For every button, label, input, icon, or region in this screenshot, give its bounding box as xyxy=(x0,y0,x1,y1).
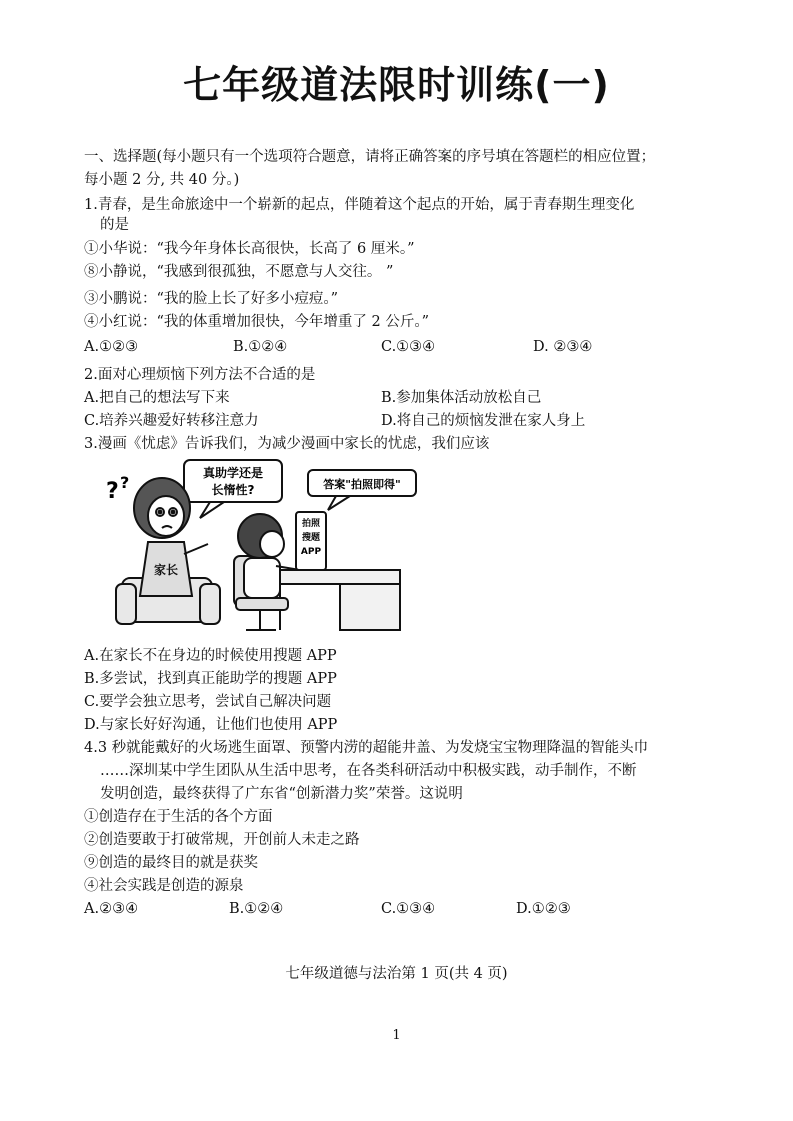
q2-option-b: B.参加集体活动放松自己 xyxy=(381,390,542,406)
question-mark-icon: ? xyxy=(106,479,119,504)
q4-stem-line2: ……深圳某中学生团队从生活中思考，在各类科研活动中积极实践，动手制作，不断 xyxy=(100,763,637,779)
svg-text:答案"拍照即得": 答案"拍照即得" xyxy=(323,478,401,491)
q2-option-c: C.培养兴趣爱好转移注意力 xyxy=(84,413,259,429)
q1-item-2: ⑧小静说，“我感到很孤独，不愿意与人交往。 ” xyxy=(84,264,394,280)
q3-option-d: D.与家长好好沟通，让他们也使用 APP xyxy=(84,717,338,733)
q4-item-1: ①创造存在于生活的各个方面 xyxy=(84,809,273,825)
q1-option-a: A.①②③ xyxy=(84,339,139,355)
q1-stem-line2: 的是 xyxy=(100,217,129,233)
speech-bubble-question xyxy=(184,460,282,518)
q3-option-a: A.在家长不在身边的时候使用搜题 APP xyxy=(84,648,337,664)
q3-option-c: C.要学会独立思考，尝试自己解决问题 xyxy=(84,694,332,710)
section-instruction-line1: 一、选择题(每小题只有一个选项符合题意，请将正确答案的序号填在答题栏的相应位置； xyxy=(84,149,656,165)
question-mark-icon: ? xyxy=(120,473,130,492)
search-app-screen xyxy=(296,512,326,570)
q1-item-3: ③小鹏说：“我的脸上长了好多小痘痘。” xyxy=(84,291,339,307)
q4-option-d: D.①②③ xyxy=(516,901,571,917)
speech-bubble-answer xyxy=(308,470,416,510)
svg-text:搜题: 搜题 xyxy=(301,533,321,543)
q2-stem: 2.面对心理烦恼下列方法不合适的是 xyxy=(84,367,316,383)
q4-stem-line1: 4.3 秒就能戴好的火场逃生面罩、预警内涝的超能井盖、为发烧宝宝物理降温的智能头巾 xyxy=(84,740,649,756)
q1-item-1: ①小华说：“我今年身体长高很快，长高了 6 厘米。” xyxy=(84,241,415,257)
page-footer-caption: 七年级道德与法治第 1 页(共 4 页) xyxy=(285,966,508,982)
svg-text:APP: APP xyxy=(300,547,322,557)
q4-item-4: ④社会实践是创造的源泉 xyxy=(84,878,244,894)
desk xyxy=(272,570,400,630)
q1-stem-line1: 1.青春，是生命旅途中一个崭新的起点，伴随着这个起点的开始，属于青春期生理变化 xyxy=(84,197,635,213)
q1-item-4: ④小红说：“我的体重增加很快，今年增重了 2 公斤。” xyxy=(84,314,430,330)
svg-text:长惰性?: 长惰性? xyxy=(211,483,255,497)
page-title: 七年级道法限时训练(一) xyxy=(183,63,610,107)
worry-cartoon-illustration xyxy=(100,458,420,638)
q4-option-c: C.①③④ xyxy=(381,901,436,917)
section-instruction-line2: 每小题 2 分, 共 40 分。) xyxy=(84,172,240,188)
svg-text:家长: 家长 xyxy=(153,563,179,577)
q3-option-b: B.多尝试，找到真正能助学的搜题 APP xyxy=(84,671,337,687)
q1-option-b: B.①②④ xyxy=(233,339,288,355)
q1-option-d: D. ②③④ xyxy=(533,339,593,355)
q1-option-c: C.①③④ xyxy=(381,339,436,355)
q4-stem-line3: 发明创造，最终获得了广东省“创新潜力奖”荣誉。这说明 xyxy=(100,786,463,802)
svg-text:拍照: 拍照 xyxy=(301,519,321,529)
q3-stem: 3.漫画《忧虑》告诉我们，为减少漫画中家长的忧虑，我们应该 xyxy=(84,436,490,452)
q4-item-2: ②创造要敢于打破常规，开创前人未走之路 xyxy=(84,832,360,848)
q4-option-a: A.②③④ xyxy=(84,901,139,917)
q2-option-a: A.把自己的想法写下来 xyxy=(84,390,230,406)
q4-item-3: ⑨创造的最终目的就是获奖 xyxy=(84,855,258,871)
q4-option-b: B.①②④ xyxy=(229,901,284,917)
q2-option-d: D.将自己的烦恼发泄在家人身上 xyxy=(381,413,586,429)
page-number: 1 xyxy=(392,1028,401,1043)
svg-text:真助学还是: 真助学还是 xyxy=(202,466,264,480)
